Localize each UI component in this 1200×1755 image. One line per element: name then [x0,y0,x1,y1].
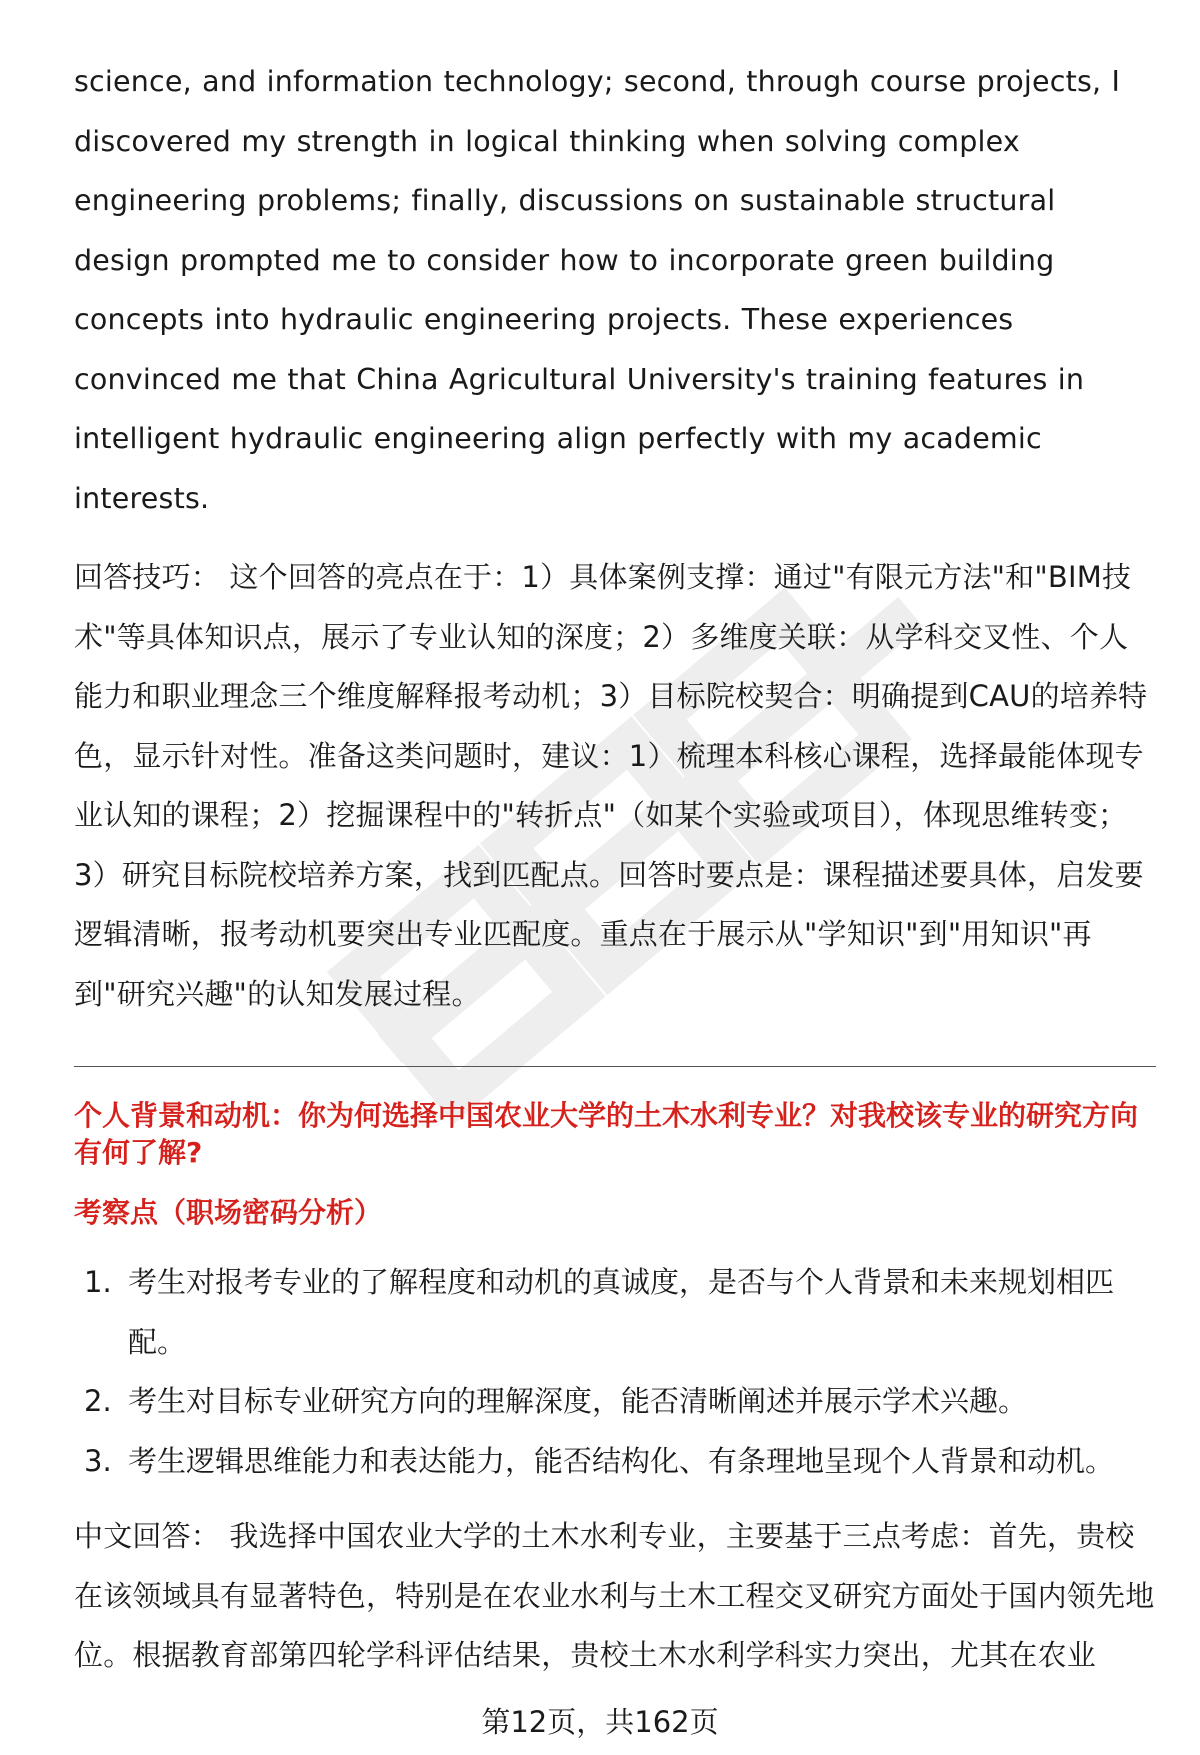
question-heading: 个人背景和动机：你为何选择中国农业大学的土木水利专业？对我校该专业的研究方向有何了解? [74,1099,1139,1169]
list-item [74,1372,1156,1432]
list-item-text: 考生对目标专业研究方向的理解深度，能否清晰阐述并展示学术兴趣。 [128,1384,1028,1418]
list-item [74,1432,1156,1492]
list-item-text: 考生逻辑思维能力和表达能力，能否结构化、有条理地呈现个人背景和动机。 [128,1443,1115,1478]
list-item-number: 3. [84,1443,112,1478]
exam-points-heading: 考察点（职场密码分析） [74,1196,383,1229]
section-divider [74,1066,1156,1067]
exam-points-list [74,1253,1156,1491]
english-answer-paragraph: science, and information technology; second, through course projects, I discovered my strength in logical thinking when solving complex engineering problems; finally, discussions on sustainable structural design prompted me to consider how to incorporate green building concepts into hydraulic engineering projects. These experiences convinced me that China Agricultural University's training features in intelligent hydraulic engineering align perfectly with my academic interests. [74,65,1121,515]
list-item-number: 2. [84,1384,112,1418]
list-item [74,1253,1156,1372]
document-page [74,52,1156,1686]
answer-tips-paragraph: 回答技巧： 这个回答的亮点在于：1）具体案例支撑：通过"有限元方法"和"BIM技术"等具体知识点，展示了专业认知的深度；2）多维度关联：从学科交叉性、个人能力和职业理念三个维度解释报考动机；3）目标院校契合：明确提到CAU的培养特色，显示针对性。准备这类问题时，建议：1）梳理本科核心课程，选择最能体现专业认知的课程；2）挖掘课程中的"转折点"（如某个实验或项目），体现思维转变；3）研究目标院校培养方案，找到匹配点。回答时要点是：课程描述要具体，启发要逻辑清晰，报考动机要突出专业匹配度。重点在于展示从"学知识"到"用知识"再到"研究兴趣"的认知发展过程。 [74,560,1148,1011]
chinese-answer-paragraph: 中文回答： 我选择中国农业大学的土木水利专业，主要基于三点考虑：首先，贵校在该领域具有显著特色，特别是在农业水利与土木工程交叉研究方面处于国内领先地位。根据教育部第四轮学科评估结果，贵校土木水利学科实力突出，尤其在农业 [74,1519,1155,1672]
page-footer: 第12页，共162页 [481,1705,719,1739]
list-item-text: 考生对报考专业的了解程度和动机的真诚度，是否与个人背景和未来规划相匹配。 [128,1265,1115,1359]
list-item-number: 1. [84,1265,112,1299]
